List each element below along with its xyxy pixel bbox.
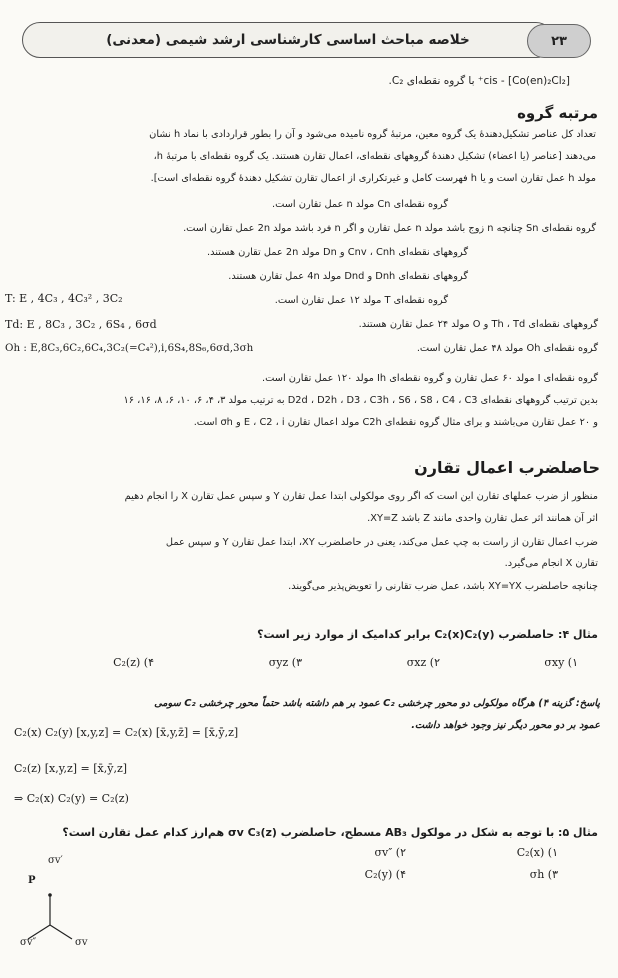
paragraph-line: تقارن X انجام می‌گیرد.	[504, 558, 598, 569]
rule-line: گروههای نقطه‌ای Cnv ، Cnh و Dn مولد 2n عمل تقارن هستند.	[206, 247, 468, 258]
side-formula-t: T: E , 4C₃ , 4C₃² , 3C₂	[5, 292, 123, 305]
running-header	[22, 22, 554, 58]
example4-option: σyz (۳	[268, 656, 302, 669]
example4-equation: ⇒ C₂(x) C₂(y) = C₂(z)	[14, 792, 129, 805]
section-title-product: حاصلضرب اعمال تقارن	[414, 458, 600, 477]
example4-answer-line: پاسخ: گزینه ۴) هرگاه مولکولی دو محور چرخشی C₂ عمود بر هم داشته باشد حتماً محور چرخشی C₂ سومی	[154, 698, 600, 709]
intro-line: cis - [Co(en)₂Cl₂]⁺ با گروه نقطه‌ای C₂.	[388, 75, 570, 87]
sigma-v-double-prime-label: σv″	[20, 937, 37, 948]
sigma-v-label: σv	[75, 937, 88, 948]
paragraph-line: اثر آن همانند اثر عمل تقارن واحدی مانند Z باشد XY=Z.	[367, 513, 598, 524]
paragraph-line: تعداد کل عناصر تشکیل‌دهندهٔ یک گروه معین، مرتبهٔ گروه نامیده می‌شود و آن را بطور قراردادی با نماد h نشان	[149, 129, 596, 140]
example5-question: مثال ۵: با توجه به شکل در مولکول AB₃ مسطح، حاصلضرب σv C₃(z) هم‌ارز کدام عمل تقارن است؟	[62, 826, 598, 839]
example4-question: مثال ۴: حاصلضرب C₂(x)C₂(y) برابر کدامیک از موارد زیر است؟	[257, 628, 598, 641]
paragraph-line: چنانچه حاصلضرب XY=YX باشد، عمل ضرب تقارنی را تعویض‌پذیر می‌گویند.	[288, 581, 598, 592]
example5-option: C₂(y) (۴	[364, 868, 406, 881]
ab3-planar-figure	[20, 855, 120, 955]
point-p-label: P	[28, 875, 36, 886]
rule-line: گروه نقطه‌ای Sn چنانچه n زوج باشد مولد n عمل تقارن و اگر n فرد باشد مولد 2n عمل تقارن است.	[183, 223, 596, 234]
rule-line: و ۲۰ عمل تقارن می‌باشند و برای مثال گروه نقطه‌ای C2h مولد اعمال تقارن E ، C2 ، i و σh است.	[193, 417, 598, 428]
example4-option: σxz (۲	[406, 656, 440, 669]
sigma-v-prime-label: σv′	[48, 855, 63, 866]
side-formula-td: Td: E , 8C₃ , 3C₂ , 6S₄ , 6σd	[5, 318, 157, 331]
example4-option: σxy (۱	[544, 656, 578, 669]
example5-option: σv″ (۲	[374, 846, 406, 859]
rule-line: گروه نقطه‌ای T مولد ۱۲ عمل تقارن است.	[274, 295, 448, 306]
example4-option: C₂(z) (۴	[113, 656, 154, 669]
paragraph-line: می‌دهند [عناصر (یا اعضاء) تشکیل دهندهٔ گروههای نقطه‌ای، اعمال تقارن هستند. یک گروه نقطه‌ای با مرتبهٔ h،	[153, 151, 596, 162]
paragraph-line: مولد h عمل تقارن است و یا h فهرست کامل و غیرتکراری از اعمال تقارن تشکیل دهندهٔ گروه نقطه‌ای است].	[150, 173, 596, 184]
page-number: ۲۳	[527, 24, 591, 58]
section-title-group-order: مرتبه گروه	[517, 104, 598, 122]
example4-equation: C₂(z) [x,y,z] = [x̄,ȳ,z]	[14, 762, 128, 775]
header-title: خلاصه مباحث اساسی کارشناسی ارشد شیمی (معدنی)	[106, 32, 470, 48]
rule-line: بدین ترتیب گروههای نقطه‌ای D2d ، D2h ، D3 ، C3h ، S6 ، S8 ، C4 ، C3 به ترتیب مولد ۳، ۴، ۶، ۱۰، ۶، ۸، ۱۶، ۱۶	[123, 395, 598, 406]
rule-line: گروههای نقطه‌ای Th ، Td و O مولد ۲۴ عمل تقارن هستند.	[358, 319, 598, 330]
paragraph-line: منظور از ضرب عملهای تقارن این است که اگر روی مولکولی ابتدا عمل تقارن Y و سپس عمل تقارن X را انجام دهیم	[124, 491, 598, 502]
paragraph-line: ضرب اعمال تقارن از راست به چپ عمل می‌کند، یعنی در حاصلضرب XY، ابتدا عمل تقارن Y و سپس عمل	[165, 537, 598, 548]
rule-line: گروه نقطه‌ای Oh مولد ۴۸ عمل تقارن است.	[416, 343, 598, 354]
rule-line: گروه نقطه‌ای I مولد ۶۰ عمل تقارن و گروه نقطه‌ای Ih مولد ۱۲۰ عمل تقارن است.	[262, 373, 598, 384]
example5-option: C₂(x) (۱	[516, 846, 558, 859]
rule-line: گروه نقطه‌ای Cn مولد n عمل تقارن است.	[271, 199, 448, 210]
example4-answer-line: عمود بر دو محور دیگر نیز وجود خواهد داشت.	[411, 720, 600, 731]
side-formula-oh: Oh : E,8C₃,6C₂,6C₄,3C₂(=C₄²),i,6S₄,8S₆,6σd,3σh	[5, 342, 254, 354]
example5-option: σh (۳	[529, 868, 558, 881]
rule-line: گروههای نقطه‌ای Dnh و Dnd مولد 4n عمل تقارن هستند.	[228, 271, 468, 282]
example4-equation: C₂(x) C₂(y) [x,y,z] = C₂(x) [x̄,y,z̄] = [x̄,ȳ,z]	[14, 726, 239, 739]
